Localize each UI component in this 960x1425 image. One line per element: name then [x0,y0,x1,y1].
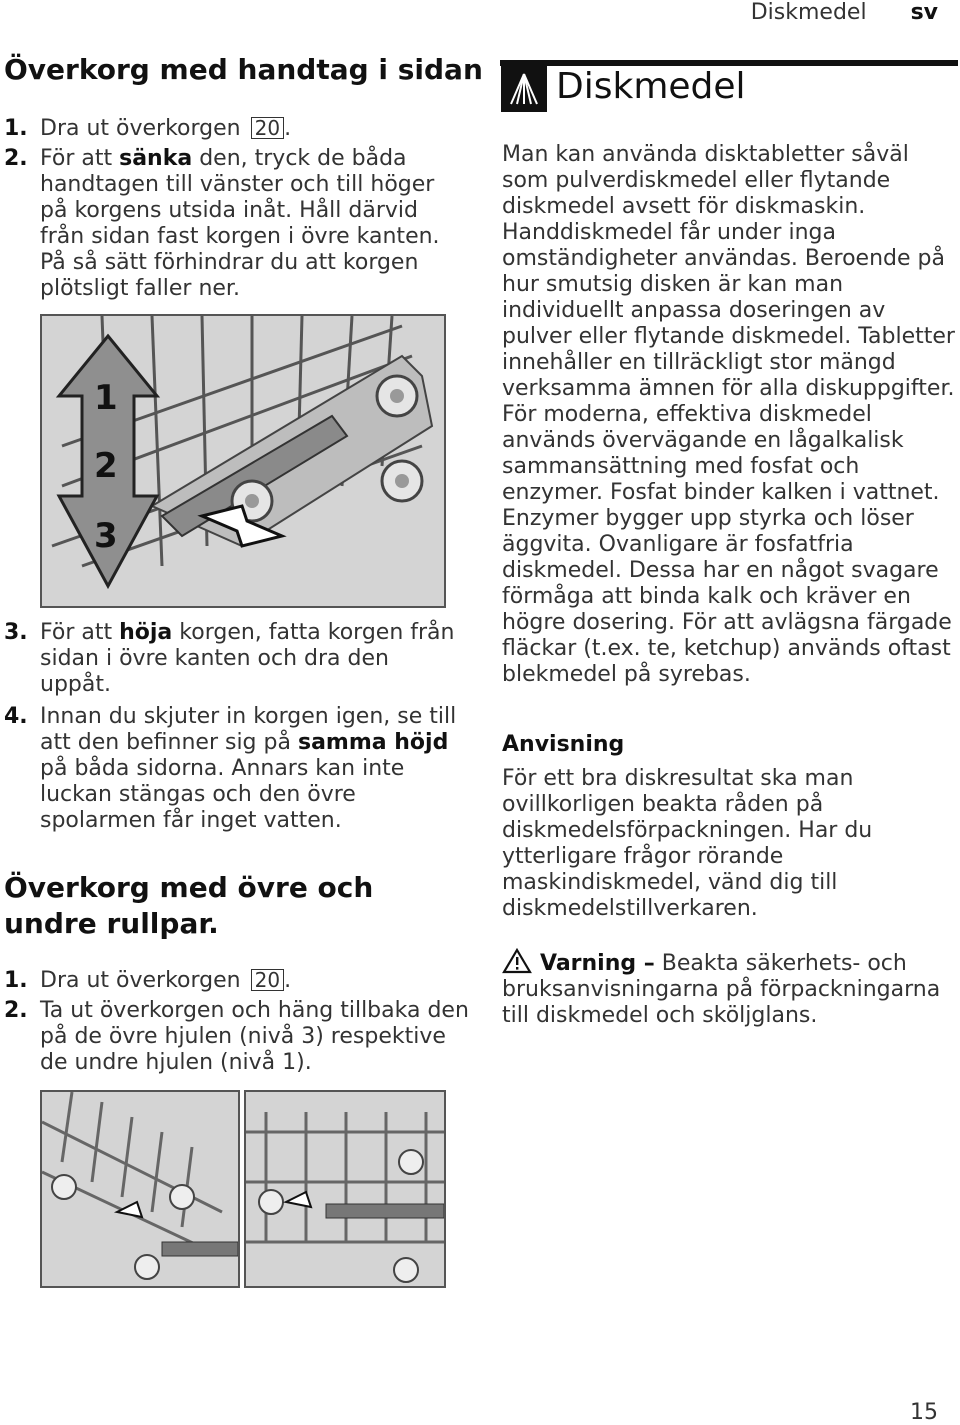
item-number: 1. [4,968,28,993]
warning-label: Varning – [540,951,655,976]
level-label: 2 [94,446,118,486]
warning-paragraph [502,948,956,1029]
detergent-icon [501,66,547,112]
item-text: Dra ut överkorgen [40,116,241,141]
item-text: Ta ut överkorgen och häng tillbaka den på de övre hjulen (nivå 3) respektive de undre hjulen (nivå 1). [40,998,469,1075]
item-text: Innan du skjuter in korgen igen, se till att den befinner sig på [40,704,457,755]
rack-drawing [42,1092,238,1286]
item-text-end: korgen, fatta korgen från sidan i övre kanten och dra den uppåt. [40,620,455,697]
rack-lower-rollers-illustration [244,1090,446,1288]
list-item [4,116,474,142]
note-heading: Anvisning [502,732,625,757]
item-text-end: den, tryck de båda handtagen till vänster och till höger på korgens utsida inåt. Håll därvid från sidan fast korgen i övre kanten. På så sätt förhindrar du att korgen plötsligt faller ner. [40,146,440,301]
warning-text: Beakta säkerhets- och bruksanvisningarna på förpackningarna till diskmedel och sköljglans. [502,951,941,1028]
page-number: 15 [910,1400,938,1425]
rack-drawing [246,1092,444,1286]
section-title: Diskmedel [556,66,746,107]
warning-icon [502,948,532,974]
body-paragraph: Man kan använda disktabletter såväl som pulverdiskmedel eller flytande diskmedel avsett för diskmaskin. Handdiskmedel får under inga omständigheter användas. Beroende på hur smutsig disken är kan man individuellt anpassa doseringen av pulver eller flytande diskmedel. Tabletter innehåller en tillräckligt stor mängd verksamma ämnen för alla diskuppgifter. För moderna, effektiva diskmedel används övervägande en lågalkalisk sammansättning med fosfat och enzymer. Fosfat binder kalken i vattnet. Enzymer bygger upp styrka och löser äggvita. Ovanligare är fosfatfria diskmedel. Dessa har en något svagare förmåga att binda kalk och kräver en högre dosering. För att avlägsna färgade fläckar (t.ex. te, ketchup) används oftast blekmedel på syrebas. [502,142,955,687]
item-text: Dra ut överkorgen [40,968,241,993]
note-paragraph: För ett bra diskresultat ska man ovillkorligen beakta råden på diskmedelsförpackningen. Har du ytterligare frågor rörande maskindiskmedel, vänd dig till diskmedelstillverkaren. [502,766,873,921]
item-number: 3. [4,620,28,645]
rack-upper-rollers-illustration [40,1090,240,1288]
emphasis: sänka [119,146,193,171]
item-text: För att [40,620,113,645]
level-label: 3 [94,516,118,556]
list-item [4,704,464,834]
item-number: 2. [4,146,28,171]
emphasis: samma höjd [297,730,449,755]
section-title: Överkorg med handtag i sidan [4,53,483,86]
basket-handle-illustration [40,314,446,608]
header-section: Diskmedel [750,0,867,25]
level-label: 1 [94,378,118,418]
item-text-end: . [284,968,292,993]
running-header [751,0,938,25]
part-reference: 20 [251,969,284,991]
list-item [4,146,444,302]
item-number: 4. [4,704,28,729]
item-text-end: på båda sidorna. Annars kan inte luckan stängas och den övre spolarmen får inget vatten. [40,756,405,833]
item-text-end: . [284,116,292,141]
section-title: Överkorg med övre och undre rullpar. [4,871,374,940]
part-reference: 20 [251,117,284,139]
list-item [4,998,474,1076]
item-number: 1. [4,116,28,141]
item-number: 2. [4,998,28,1023]
item-text: För att [40,146,113,171]
header-language: sv [910,0,938,25]
list-item [4,968,474,994]
emphasis: höja [119,620,173,645]
list-item [4,620,464,698]
